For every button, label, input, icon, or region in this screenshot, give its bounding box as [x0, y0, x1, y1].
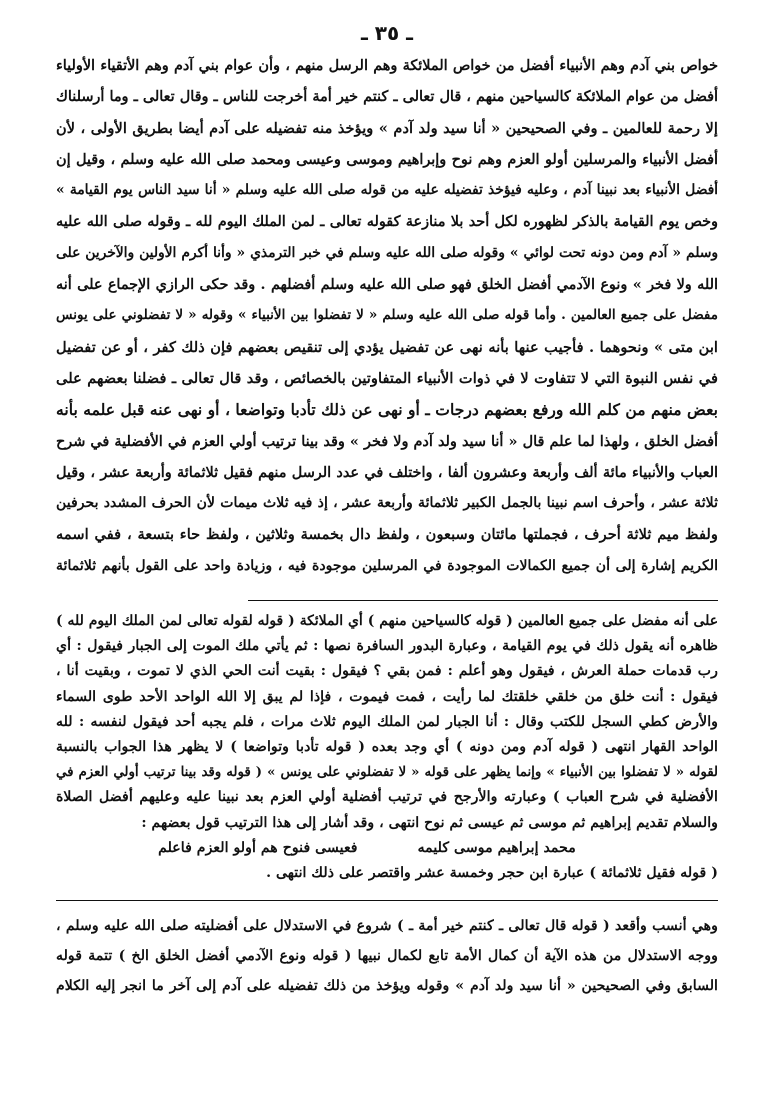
- note-line: وهي أنسب وأقعد ( قوله قال تعالى ـ كنتم خير أمة ـ ) شروع في الاستدلال على أفضليته صلى الله عليه وسلم ،: [56, 918, 718, 935]
- note-line: السابق وفي الصحيحين « أنا سيد ولد آدم » وقوله ويؤخذ من ذلك تفضيله على آدم إلى آخر ما انجر إليه الكلام: [56, 978, 718, 995]
- main-line: مفضل على جميع العالمين . وأما قوله صلى الله عليه وسلم « لا تفضلوا بين الأنبياء » وقوله « لا تفضلوني على يونس: [56, 307, 718, 324]
- main-line: أفضل الأنبياء والمرسلين أولو العزم وهم نوح وإبراهيم وموسى وعيسى ومحمد صلى الله عليه وسلم ، وقيل إن: [56, 150, 718, 168]
- main-line: الله ولا فخر » ونوع الآدمي أفضل الخلق فهو صلى الله عليه وسلم أفضلهم . وقد حكى الرازي الإجماع على أنه: [56, 276, 718, 294]
- note-line: ( قوله فقيل ثلاثمائة ) عبارة ابن حجر وخمسة عشر واقتصر على ذلك انتهى .: [266, 865, 718, 882]
- main-line: ولفظ ميم ثلاثة أحرف ، فجملتها مائتان وسبعون ، ولفظ دال بخمسة وثلاثين ، ولفظ حاء بتسعة ، ففي اسمه: [56, 526, 718, 544]
- poem-verse: [56, 836, 718, 861]
- main-line: الكريم إشارة إلى أن جميع الكمالات الموجودة في المرسلين موجودة فيه ، وزيادة واحد على القول بأنهم ثلاثمائة: [56, 557, 718, 574]
- note-line: رب قدمات حملة العرش ، فيقول وهو أعلم : فمن بقي ؟ فيقول : بقيت أنت الحي الذي لا تموت ، وبقيت أنا ،: [56, 663, 718, 680]
- note-line: الأفضلية في شرح العباب ) وعبارته والأرجح في ترتيب أفضلية أولي العزم بعد نبينا عليه وعليهم أفضل الصلاة: [56, 789, 718, 806]
- note-line: لقوله « لا تفضلوا بين الأنبياء » وإنما يظهر على قوله « لا تفضلوني على يونس » ( قوله وقد بينا ترتيب أولي العزم في: [56, 765, 718, 781]
- note-line: على أنه مفضل على جميع العالمين ( قوله كالسياحين منهم ) أي الملائكة ( قوله لقوله تعالى لمن الملك اليوم لله ): [56, 613, 718, 630]
- section-divider: [56, 900, 718, 901]
- main-line: أفضل الأنبياء بعد نبينا آدم ، وعليه فيؤخذ تفضيله عليه من قوله صلى الله عليه وسلم « أنا سيد الناس يوم القيامة »: [56, 182, 718, 199]
- main-line: ابن متى » ونحوهما . فأجيب عنها بأنه نهى عن تفضيل يؤدي إلى تنقيص بعضهم فإن ذلك كفر ، أو عن تفضيل: [56, 338, 718, 356]
- commentary-notes: [56, 609, 718, 886]
- note-line: فيقول : أنت خلق من خلقي خلقتك لما رأيت ، فمت فيموت ، فإذا لم يبق إلا الله الواحد الأحد طوى السماء: [56, 688, 718, 705]
- main-line: أفضل من عوام الملائكة كالسياحين منهم ، قال تعالى ـ كنتم خير أمة أخرجت للناس ـ وقال تعالى ـ وما أرسلناك: [56, 88, 718, 106]
- main-line: إلا رحمة للعالمين ـ وفي الصحيحين « أنا سيد ولد آدم » ويؤخذ منه تفضيله على آدم أيضا بطريق الأولى ، لأن: [56, 119, 718, 137]
- poem-hemistich-first: محمد إبراهيم موسى كليمه: [417, 839, 576, 856]
- main-line: ثلاثة عشر ، وأحرف اسم نبينا بالجمل الكبير ثلاثمائة وأربعة عشر ، إذ فيه ثلاث ميمات لأن الحرف المشدد بحرفين: [56, 495, 718, 512]
- main-line: أفضل الخلق ، ولهذا لما علم قال « أنا سيد ولد آدم ولا فخر » وقد بينا ترتيب أولي العزم في الأفضلية في شرح: [56, 432, 718, 450]
- continued-notes: [56, 911, 718, 1001]
- note-line: الواحد القهار انتهى ( قوله آدم ومن دونه ) أي وجد بعده ( قوله تأدبا وتواضعا ) لا يظهر هذا الجواب بالنسبة: [56, 739, 718, 756]
- note-line: والسلام تقديم إبراهيم ثم موسى ثم عيسى ثم نوح انتهى ، وقد أشار إلى هذا الترتيب قول بعضهم :: [141, 814, 718, 831]
- main-line: خواص بني آدم وهم الأنبياء أفضل من خواص الملائكة وهم الرسل منهم ، وأن عوام بني آدم وهم الأتقياء الأولياء: [56, 57, 718, 74]
- page-number: ـ ٣٥ ـ: [360, 21, 414, 45]
- note-line: والأرض كطي السجل للكتب وقال : أنا الجبار لمن الملك اليوم ثلاث مرات ، فلم يجبه أحد فيقول لنفسه : لله: [56, 713, 718, 730]
- footnote-divider: [248, 600, 718, 601]
- main-line: العباب والأنبياء مائة ألف وأربعة وعشرون ألفا ، واختلف في عدد الرسل منهم فقيل ثلاثمائة وأربعة عشر ، وقيل: [56, 463, 718, 481]
- main-line: وخص يوم القيامة بالذكر لظهوره لكل أحد بلا منازعة كقوله تعالى ـ لمن الملك اليوم لله ـ وقوله صلى الله عليه: [56, 213, 718, 231]
- note-line: ظاهره أنه يقول ذلك في يوم القيامة ، وعبارة البدور السافرة نصها : ثم يأتي ملك الموت إلى الجبار فيقول : أي: [56, 638, 718, 655]
- main-text: [56, 50, 718, 582]
- poem-hemistich-second: فعيسى فنوح هم أولو العزم فاعلم: [158, 839, 358, 856]
- main-line: وسلم « آدم ومن دونه تحت لوائي » وقوله صلى الله عليه وسلم في خبر الترمذي « وأنا أكرم الأولين والآخرين على: [56, 244, 718, 261]
- main-line: بعض منهم من كلم الله ورفع بعضهم درجات ـ أو نهى عن ذلك تأدبا وتواضعا ، أو نهى عنه قبل علمه بأنه: [56, 400, 718, 420]
- note-line: ووجه الاستدلال من هذه الآية أن كمال الأمة تابع لكمال نبيها ( قوله ونوع الآدمي أفضل الخلق الخ ) تتمة قوله: [56, 948, 718, 965]
- main-line: في نفس النبوة التي لا تتفاوت لا في ذوات الأنبياء المتفاوتين بالخصائص ، وقد قال تعالى ـ فضلنا بعضهم على: [56, 369, 718, 387]
